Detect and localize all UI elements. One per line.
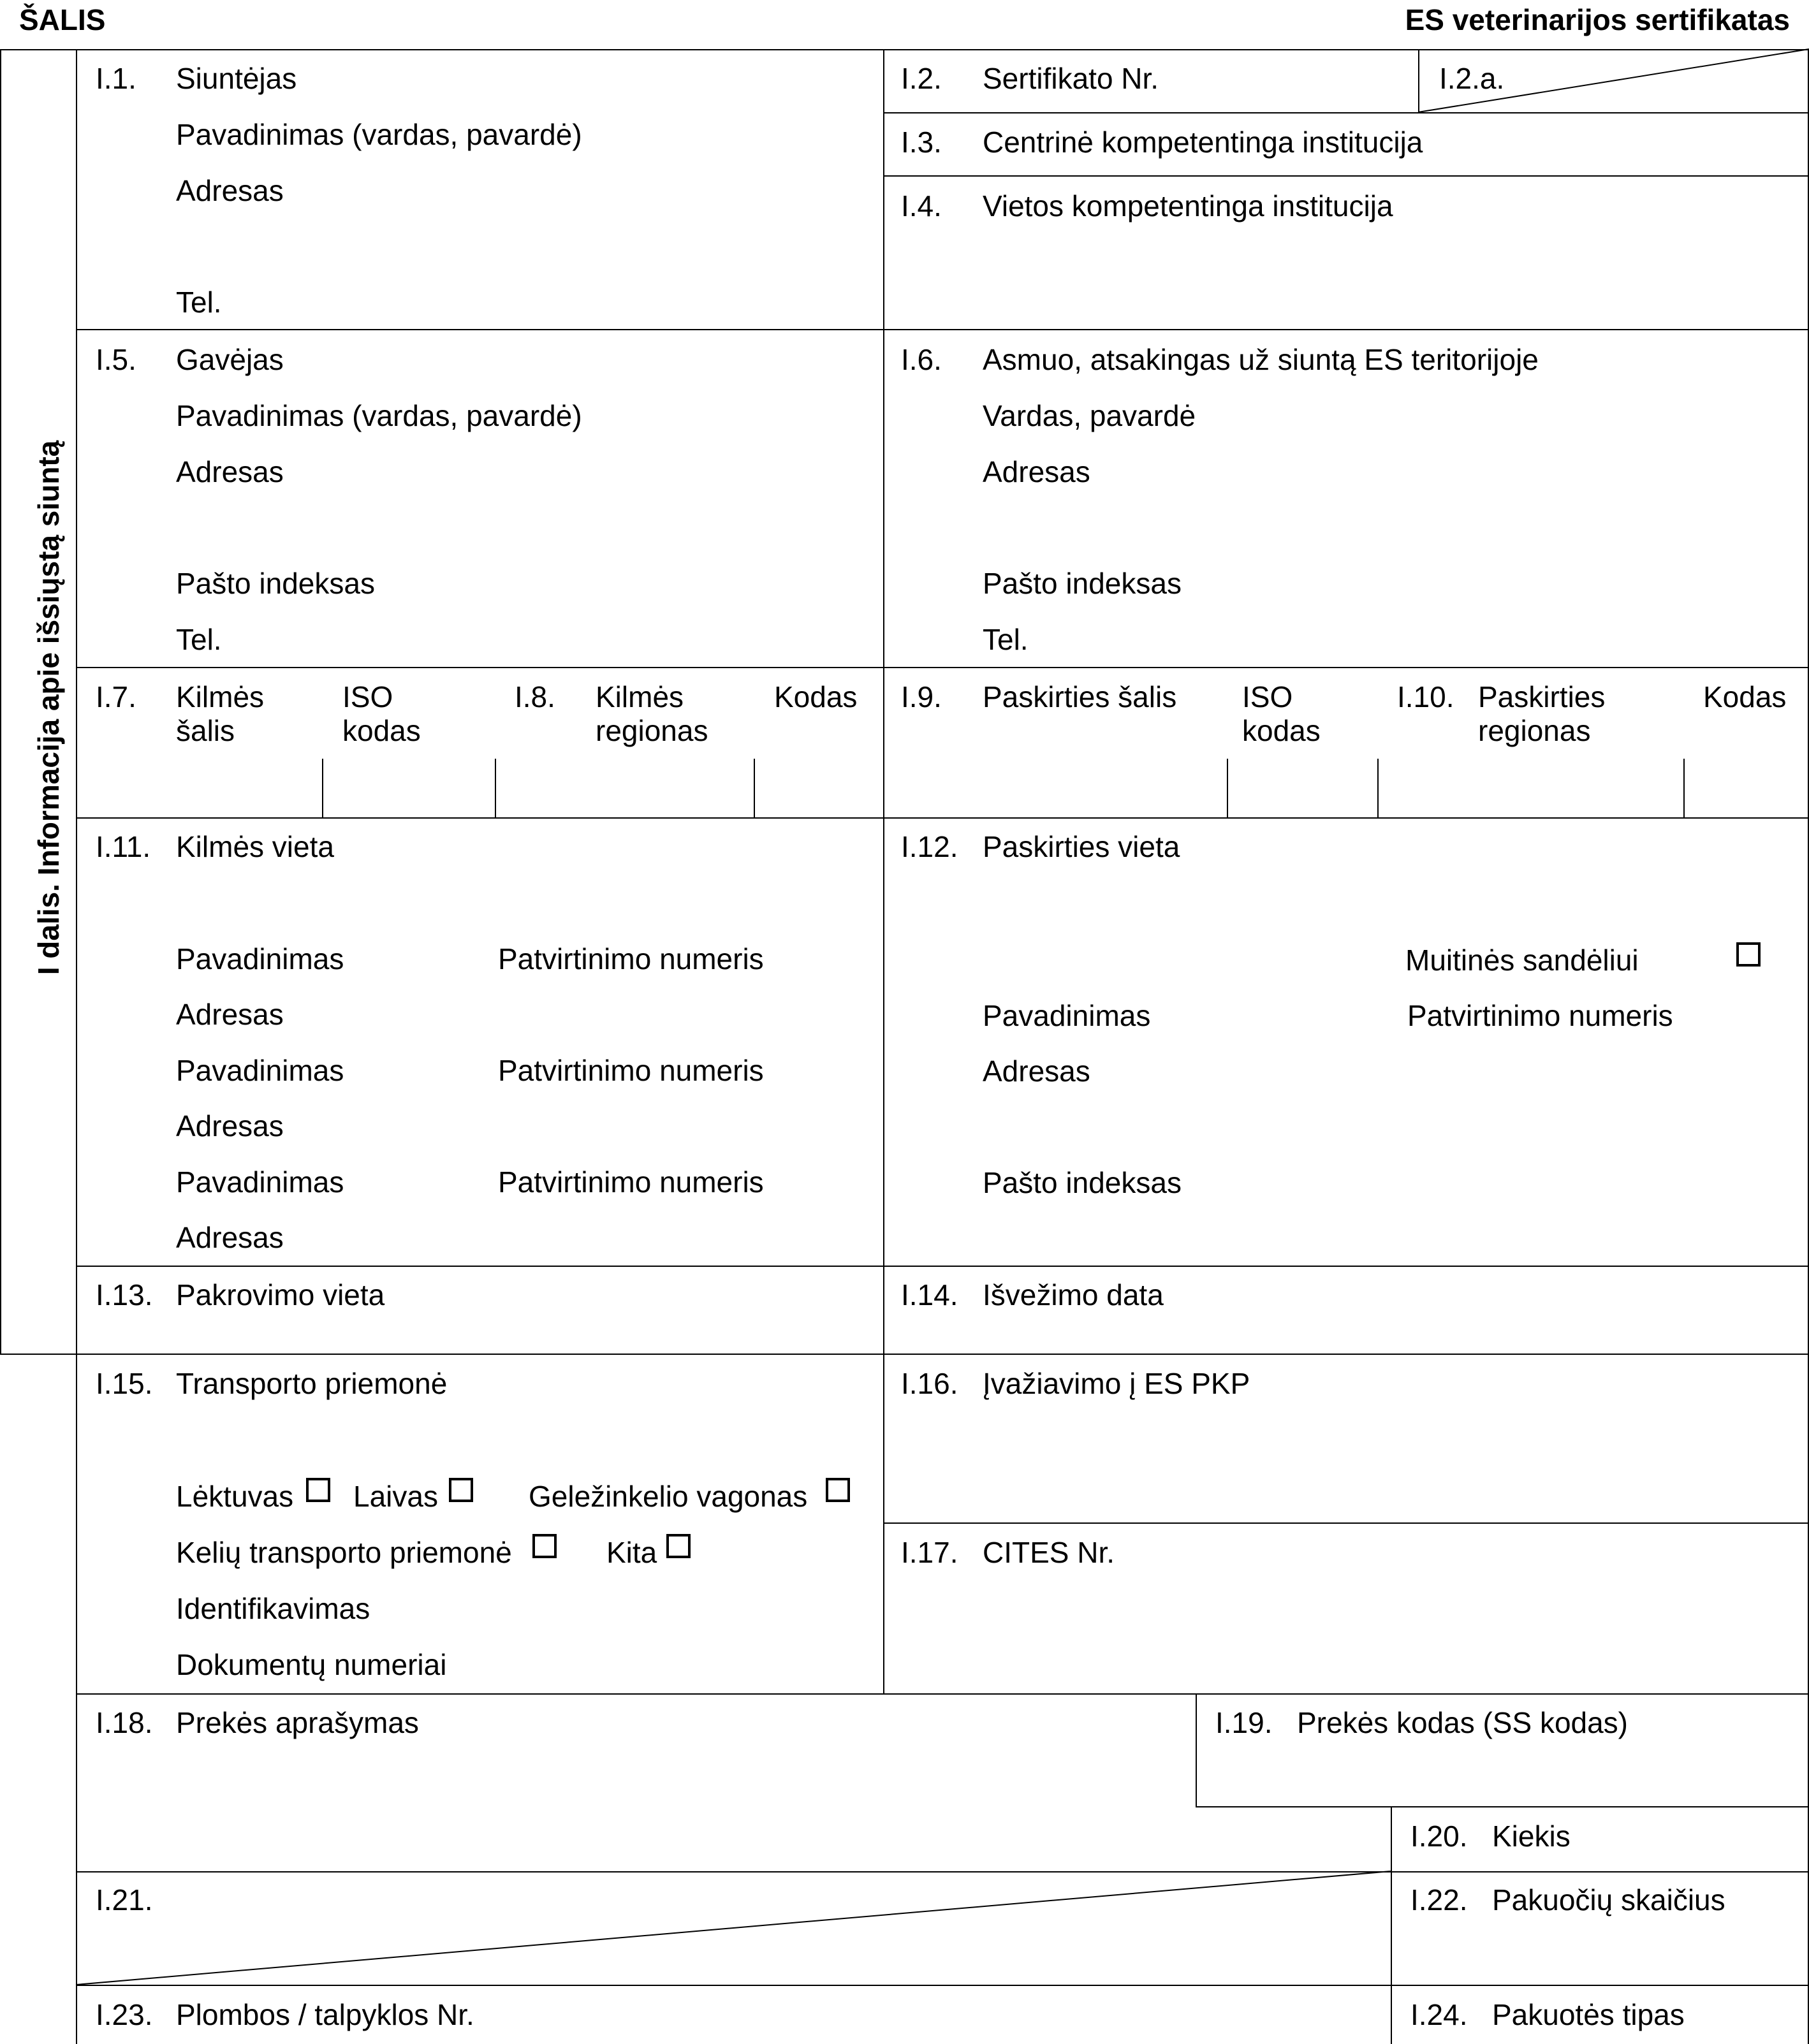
transport-road-label: Kelių transporto priemonė — [176, 1536, 512, 1569]
field-i10-title-line1: Paskirties — [1478, 680, 1606, 713]
transport-plane-label: Lėktuvas — [176, 1480, 294, 1513]
field-i7-number: I.7. — [96, 680, 136, 713]
field-i8-code-label: Kodas — [774, 680, 858, 713]
field-i11-address-label: Adresas — [176, 1221, 284, 1254]
field-i13-title: Pakrovimo vieta — [176, 1278, 385, 1311]
field-i6-address-label: Adresas — [983, 455, 1090, 488]
field-i16-number: I.16. — [901, 1367, 958, 1400]
field-i22-title: Pakuočių skaičius — [1492, 1883, 1725, 1916]
transport-rail-label: Geležinkelio vagonas — [529, 1480, 808, 1513]
field-i1-address-label: Adresas — [176, 174, 284, 207]
transport-ship-label: Laivas — [353, 1480, 438, 1513]
customs-warehouse-checkbox[interactable] — [1736, 942, 1761, 967]
field-i12-customs-label: Muitinės sandėliui — [1405, 944, 1639, 977]
field-i11-name-label: Pavadinimas — [176, 1165, 344, 1199]
field-i9-iso-line1: ISO — [1242, 680, 1293, 713]
field-i1-tel-label: Tel. — [176, 286, 222, 319]
field-i7-title-line1: Kilmės — [176, 680, 265, 713]
transport-rail-checkbox[interactable] — [826, 1478, 850, 1502]
field-i12-name-label: Pavadinimas — [983, 999, 1151, 1032]
field-i7-title-line2: šalis — [176, 714, 235, 747]
country-header: ŠALIS — [19, 3, 106, 36]
field-i24-title: Pakuotės tipas — [1492, 1998, 1685, 2031]
field-i11-approval-label: Patvirtinimo numeris — [498, 942, 764, 975]
field-i4-number: I.4. — [901, 189, 942, 223]
field-i1-title: Siuntėjas — [176, 62, 297, 95]
field-i5-postcode-label: Pašto indeksas — [176, 567, 375, 600]
field-i2a-number: I.2.a. — [1439, 62, 1505, 95]
field-i11-title: Kilmės vieta — [176, 830, 334, 863]
field-i13-number: I.13. — [96, 1278, 153, 1311]
field-i11-address-label: Adresas — [176, 998, 284, 1031]
field-i23-number: I.23. — [96, 1998, 153, 2031]
field-i22-number: I.22. — [1410, 1883, 1468, 1916]
field-i12-approval-label: Patvirtinimo numeris — [1407, 999, 1673, 1032]
field-i15-title: Transporto priemonė — [176, 1367, 448, 1400]
field-i19-number: I.19. — [1215, 1706, 1273, 1739]
field-i6-number: I.6. — [901, 343, 942, 376]
field-i1-name-label: Pavadinimas (vardas, pavardė) — [176, 118, 582, 151]
field-i8-title-line2: regionas — [596, 714, 708, 747]
field-i11-name-label: Pavadinimas — [176, 942, 344, 975]
field-i20-title: Kiekis — [1492, 1820, 1571, 1853]
field-i5-number: I.5. — [96, 343, 136, 376]
field-i14-number: I.14. — [901, 1278, 958, 1311]
field-i11-name-label: Pavadinimas — [176, 1054, 344, 1087]
field-i14-title: Išvežimo data — [983, 1278, 1164, 1311]
field-i6-postcode-label: Pašto indeksas — [983, 567, 1182, 600]
field-i5-name-label: Pavadinimas (vardas, pavardė) — [176, 399, 582, 432]
transport-road-checkbox[interactable] — [532, 1534, 557, 1558]
field-i3-title: Centrinė kompetentinga institucija — [983, 126, 1423, 159]
field-i10-code-label: Kodas — [1703, 680, 1787, 713]
field-i12-title: Paskirties vieta — [983, 830, 1180, 863]
field-i12-number: I.12. — [901, 830, 958, 863]
transport-other-label: Kita — [606, 1536, 657, 1569]
field-i10-title-line2: regionas — [1478, 714, 1591, 747]
field-i7-iso-line1: ISO — [342, 680, 393, 713]
part-one-side-label: I dalis. Informacija apie išsiųstą siuntą — [32, 440, 65, 975]
transport-ship-checkbox[interactable] — [449, 1478, 473, 1502]
field-i18-title: Prekės aprašymas — [176, 1706, 419, 1739]
field-i15-docs-label: Dokumentų numeriai — [176, 1648, 447, 1681]
field-i24-number: I.24. — [1410, 1998, 1468, 2031]
field-i1-number: I.1. — [96, 62, 136, 95]
field-i8-number: I.8. — [515, 680, 555, 713]
transport-plane-checkbox[interactable] — [306, 1478, 330, 1502]
field-i15-number: I.15. — [96, 1367, 153, 1400]
field-i17-number: I.17. — [901, 1536, 958, 1569]
field-i9-title: Paskirties šalis — [983, 680, 1177, 713]
field-i23-title: Plombos / talpyklos Nr. — [176, 1998, 474, 2031]
field-i9-iso-line2: kodas — [1242, 714, 1321, 747]
field-i6-tel-label: Tel. — [983, 623, 1029, 656]
field-i9-number: I.9. — [901, 680, 942, 713]
field-i18-number: I.18. — [96, 1706, 153, 1739]
field-i11-address-label: Adresas — [176, 1109, 284, 1142]
field-i17-title: CITES Nr. — [983, 1536, 1115, 1569]
certificate-title: ES veterinarijos sertifikatas — [1405, 3, 1790, 36]
field-i2-title: Sertifikato Nr. — [983, 62, 1159, 95]
field-i5-address-label: Adresas — [176, 455, 284, 488]
field-i21-number: I.21. — [96, 1883, 153, 1916]
field-i11-approval-label: Patvirtinimo numeris — [498, 1165, 764, 1199]
field-i4-title: Vietos kompetentinga institucija — [983, 189, 1393, 223]
field-i11-number: I.11. — [96, 830, 151, 863]
field-i7-iso-line2: kodas — [342, 714, 421, 747]
field-i3-number: I.3. — [901, 126, 942, 159]
field-i19-title: Prekės kodas (SS kodas) — [1297, 1706, 1629, 1739]
field-i5-title: Gavėjas — [176, 343, 284, 376]
transport-other-checkbox[interactable] — [666, 1534, 691, 1558]
field-i15-ident-label: Identifikavimas — [176, 1592, 370, 1625]
field-i2-number: I.2. — [901, 62, 942, 95]
field-i16-title: Įvažiavimo į ES PKP — [983, 1367, 1250, 1400]
field-i12-postcode-label: Pašto indeksas — [983, 1166, 1182, 1199]
field-i6-title: Asmuo, atsakingas už siuntą ES teritorijoje — [983, 343, 1539, 376]
field-i10-number: I.10. — [1397, 680, 1454, 713]
field-i20-number: I.20. — [1410, 1820, 1468, 1853]
field-i5-tel-label: Tel. — [176, 623, 222, 656]
field-i12-address-label: Adresas — [983, 1055, 1090, 1088]
field-i11-approval-label: Patvirtinimo numeris — [498, 1054, 764, 1087]
field-i6-name-label: Vardas, pavardė — [983, 399, 1196, 432]
field-i8-title-line1: Kilmės — [596, 680, 684, 713]
